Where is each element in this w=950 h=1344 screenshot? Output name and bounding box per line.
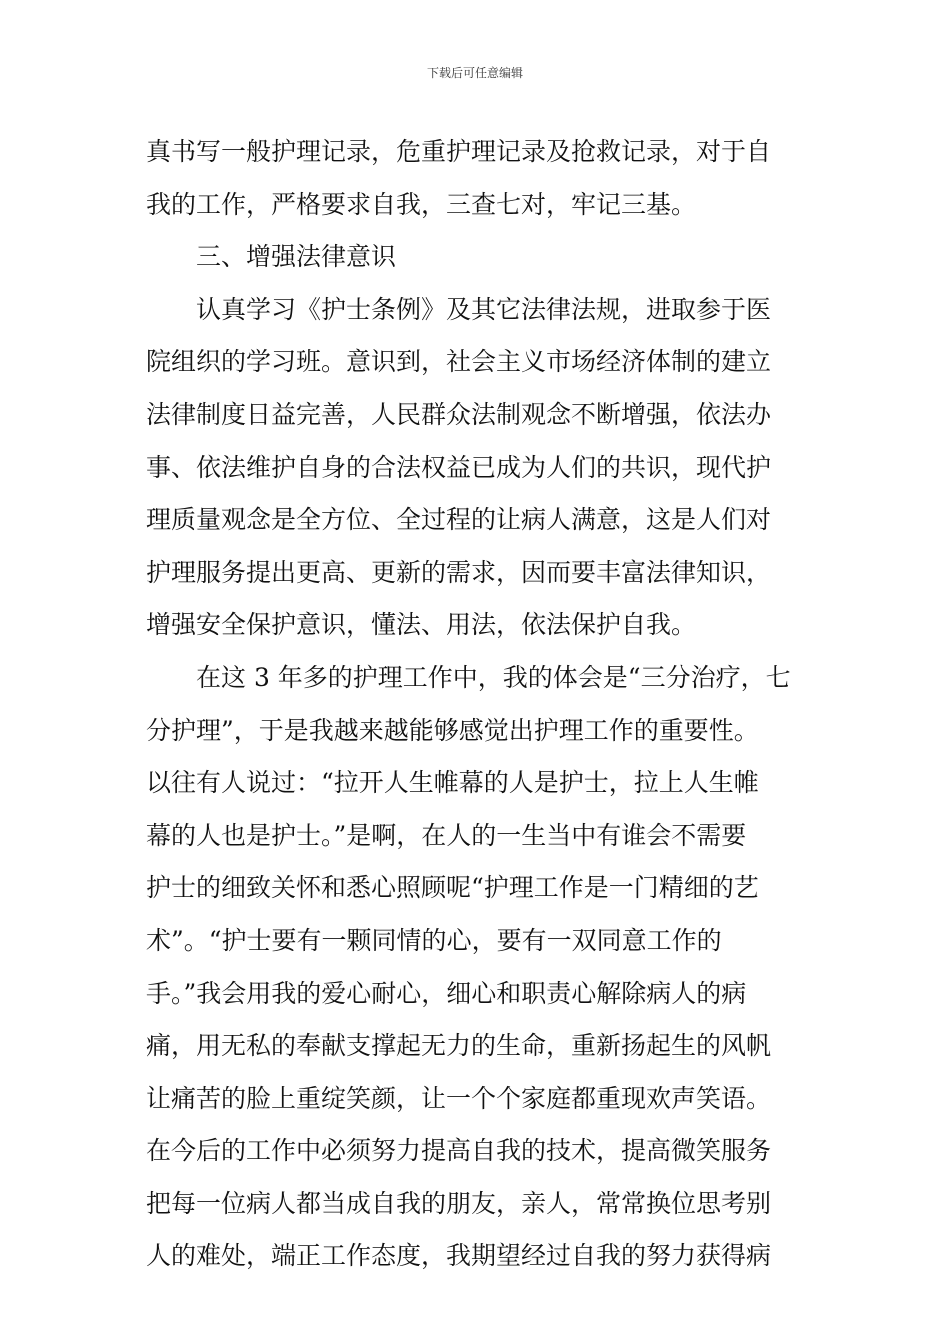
text-line: 术”。“护士要有一颗同情的心，要有一双同意工作的 <box>146 925 722 955</box>
page-header: 下载后可任意编辑 <box>426 66 523 80</box>
text-line: 真书写一般护理记录，危重护理记录及抢救记录，对于自 <box>146 137 772 166</box>
text-line: 护理服务提出更高、更新的需求，因而要丰富法律知识， <box>146 557 772 587</box>
text-line: 事、依法维护自身的合法权益已成为人们的共识，现代护 <box>146 452 772 482</box>
text-line: 手。”我会用我的爱心耐心，细心和职责心解除病人的病 <box>146 978 747 1008</box>
text-line: 护士的细致关怀和悉心照顾呢“护理工作是一门精细的艺 <box>146 873 759 903</box>
text-line: 增强安全保护意识，懂法、用法，依法保护自我。 <box>146 610 697 640</box>
text-line: 院组织的学习班。意识到，社会主义市场经济体制的建立 <box>146 347 772 377</box>
body-text <box>146 126 806 1283</box>
text-line: 法律制度日益完善，人民群众法制观念不断增强，依法办 <box>146 399 772 429</box>
text-line: 我的工作，严格要求自我，三查七对，牢记三基。 <box>146 189 697 219</box>
text-line: 分护理”，于是我越来越能够感觉出护理工作的重要性。 <box>146 715 759 745</box>
text-line: 把每一位病人都当成自我的朋友，亲人，常常换位思考别 <box>146 1188 772 1218</box>
paragraph-start: 认真学习《护士条例》及其它法律法规，进取参于医 <box>196 294 772 324</box>
text-line: 以往有人说过：“拉开人生帷幕的人是护士，拉上人生帷 <box>146 768 759 798</box>
section-heading: 三、增强法律意识 <box>196 242 397 272</box>
text-line: 理质量观念是全方位、全过程的让病人满意，这是人们对 <box>146 505 772 535</box>
text-line: 在今后的工作中必须努力提高自我的技术，提高微笑服务 <box>146 1136 772 1166</box>
text-line: 痛，用无私的奉献支撑起无力的生命，重新扬起生的风帆 <box>146 1031 772 1061</box>
paragraph-start: 在这 3 年多的护理工作中，我的体会是“三分治疗，七 <box>196 662 791 692</box>
text-line: 让痛苦的脸上重绽笑颜，让一个个家庭都重现欢声笑语。 <box>146 1083 772 1113</box>
text-line: 人的难处，端正工作态度，我期望经过自我的努力获得病 <box>146 1241 772 1271</box>
text-line: 幕的人也是护士。”是啊，在人的一生当中有谁会不需要 <box>146 820 747 850</box>
